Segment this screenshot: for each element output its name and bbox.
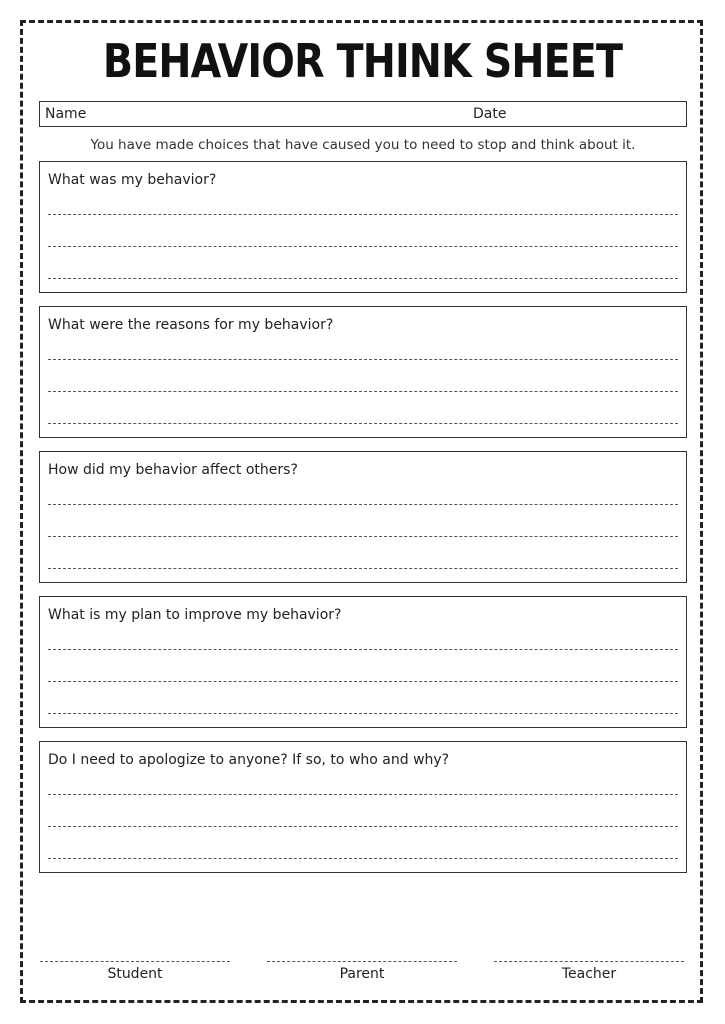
question-box-behavior xyxy=(39,161,687,293)
name-date-row xyxy=(39,101,687,127)
teacher-signature-line[interactable] xyxy=(494,961,684,962)
answer-line[interactable] xyxy=(48,568,678,569)
teacher-signature-label: Teacher xyxy=(561,966,617,982)
parent-signature-label: Parent xyxy=(339,966,385,982)
student-signature-line[interactable] xyxy=(40,961,230,962)
question-label: How did my behavior affect others? xyxy=(48,462,298,478)
question-label: Do I need to apologize to anyone? If so, to who and why? xyxy=(48,752,450,768)
answer-line[interactable] xyxy=(48,826,678,827)
answer-line[interactable] xyxy=(48,681,678,682)
answer-line[interactable] xyxy=(48,359,678,360)
answer-line[interactable] xyxy=(48,649,678,650)
page-title: BEHAVIOR THINK SHEET xyxy=(102,34,623,88)
answer-line[interactable] xyxy=(48,858,678,859)
question-box-reasons xyxy=(39,306,687,438)
student-signature-label: Student xyxy=(107,966,163,982)
question-box-apologize xyxy=(39,741,687,873)
answer-line[interactable] xyxy=(48,423,678,424)
answer-line[interactable] xyxy=(48,246,678,247)
name-field-label[interactable]: Name xyxy=(45,106,87,122)
instructions-text: You have made choices that have caused you to need to stop and think about it. xyxy=(90,137,636,153)
question-label: What is my plan to improve my behavior? xyxy=(48,607,342,623)
answer-line[interactable] xyxy=(48,794,678,795)
answer-line[interactable] xyxy=(48,278,678,279)
answer-line[interactable] xyxy=(48,214,678,215)
question-box-affect-others xyxy=(39,451,687,583)
answer-line[interactable] xyxy=(48,504,678,505)
answer-line[interactable] xyxy=(48,536,678,537)
parent-signature-line[interactable] xyxy=(267,961,457,962)
answer-line[interactable] xyxy=(48,713,678,714)
question-label: What was my behavior? xyxy=(48,172,217,188)
date-field-label[interactable]: Date xyxy=(473,106,507,122)
question-box-improve-plan xyxy=(39,596,687,728)
question-label: What were the reasons for my behavior? xyxy=(48,317,334,333)
answer-line[interactable] xyxy=(48,391,678,392)
